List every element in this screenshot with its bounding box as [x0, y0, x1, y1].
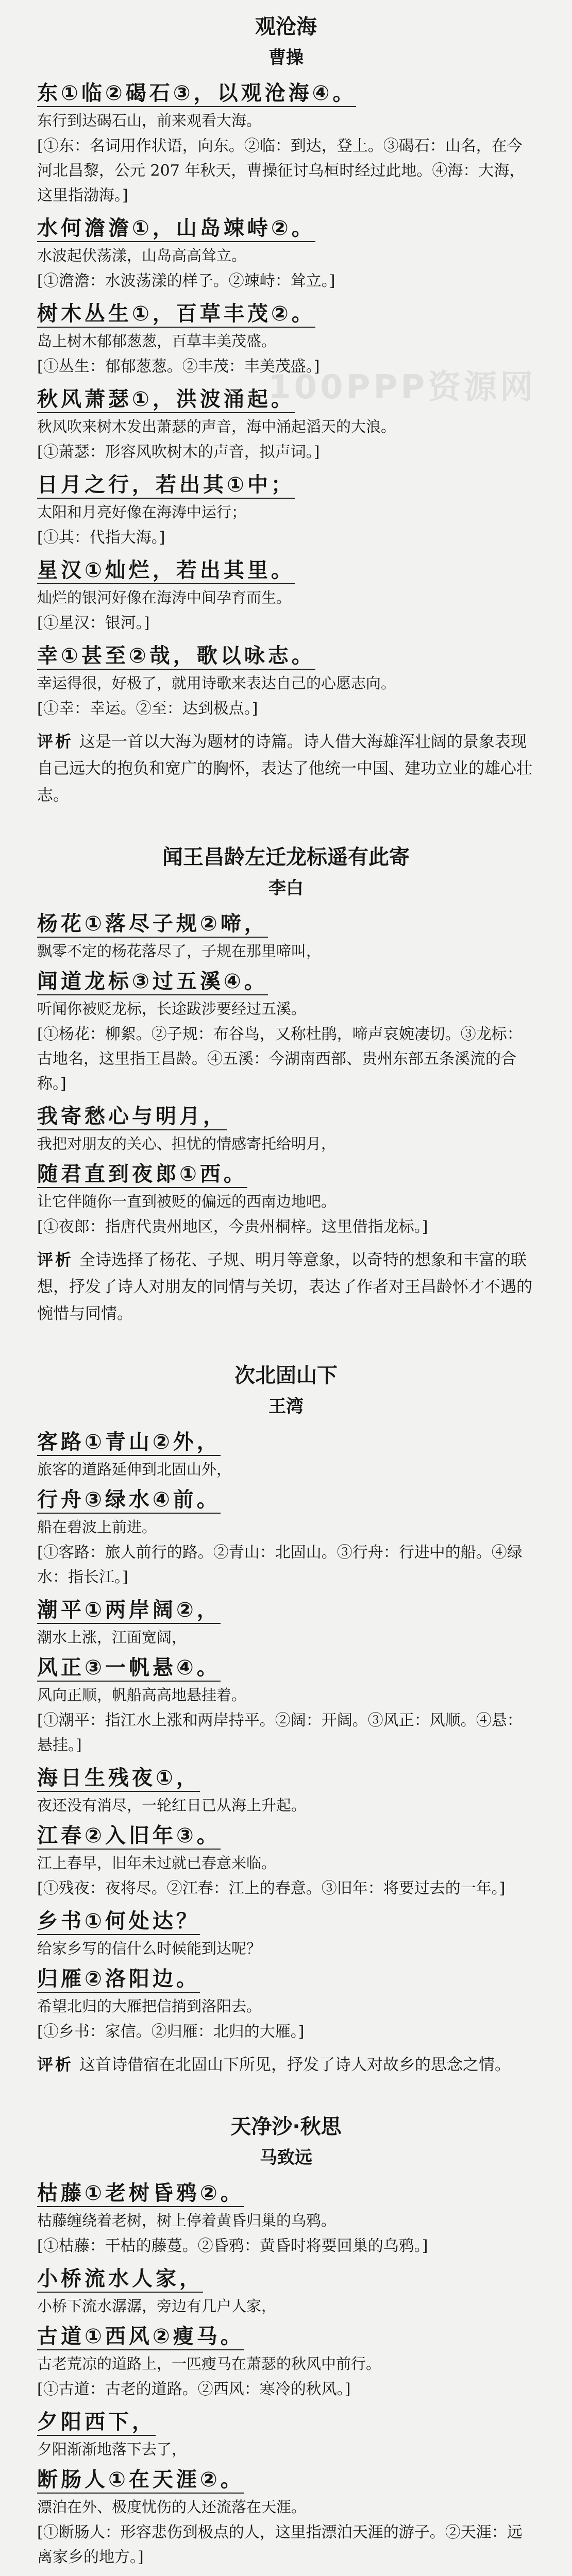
poem-line: 古道①西风②瘦马。: [37, 2320, 535, 2352]
annotation-note: [①东：名词用作状语，向东。②临：到达，登上。③碣石：山名，在今河北昌黎，公元 207 年秋天，曹操征讨乌桓时经过此地。④海：大海，这里指渤海。]: [37, 137, 525, 205]
annotation-note: [①澹澹：水波荡漾的样子。②竦峙：耸立。]: [37, 272, 335, 290]
line-translation: 风向正顺，帆船高高地悬挂着。: [37, 1686, 247, 1704]
analysis-label: 评析: [37, 733, 73, 751]
poem-section: [37, 10, 535, 841]
line-translation: 旅客的道路延伸到北固山外，: [37, 1461, 232, 1478]
poem-line: 秋风萧瑟①，洪波涌起。: [37, 383, 535, 415]
analysis-text: 这首诗借宿在北固山下所见，抒发了诗人对故乡的思念之情。: [79, 2056, 511, 2074]
poem-section: [37, 2110, 535, 2576]
annotation-note: [①萧瑟：形容风吹树木的声音，拟声词。]: [37, 443, 320, 461]
poem-line: 幸①甚至②哉，歌以咏志。: [37, 640, 535, 672]
analysis-text: 这是一首以大海为题材的诗篇。诗人借大海雄浑壮阔的景象表现自己远大的抱负和宽广的胸怀，表达了他统一中国、建功立业的雄心壮志。: [37, 733, 532, 805]
line-translation: 东行到达碣石山，前来观看大海。: [37, 112, 262, 129]
line-translation: 幸运得很，好极了，就用诗歌来表达自己的心愿志向。: [37, 674, 396, 692]
poem-line: 杨花①落尽子规②啼，: [37, 908, 535, 940]
line-translation: 江上春早，旧年未过就已春意来临。: [37, 1854, 277, 1872]
poem-line: 风正③一帆悬④。: [37, 1652, 535, 1684]
analysis-label: 评析: [37, 2056, 73, 2074]
annotation-note: [①丛生：郁郁葱葱。②丰茂：丰美茂盛。]: [37, 358, 320, 376]
poem-line: 水何澹澹①，山岛竦峙②。: [37, 212, 535, 244]
section-gap: [37, 2090, 535, 2110]
poem-line: 潮平①两岸阔②，: [37, 1594, 535, 1626]
analysis-label: 评析: [37, 1251, 73, 1269]
poem-title: 次北固山下: [234, 1364, 338, 1387]
annotation-note: [①幸：幸运。②至：达到极点。]: [37, 700, 258, 718]
annotation-note: [①夜郎：指唐代贵州地区，今贵州桐梓。这里借指龙标。]: [37, 1218, 428, 1236]
poem-line: 东①临②碣石③，以观沧海④。: [37, 77, 535, 109]
poem-author: 马致远: [260, 2147, 312, 2168]
watermark: 100PPP资源网: [268, 368, 536, 406]
annotation-note: [①其：代指大海。]: [37, 529, 165, 547]
poem-line: 海日生残夜①，: [37, 1762, 535, 1794]
line-translation: 听闻你被贬龙标，长途跋涉要经过五溪。: [37, 1000, 307, 1018]
annotation-note: [①乡书：家信。②归雁：北归的大雁。]: [37, 2023, 305, 2041]
poem-line: 江春②入旧年③。: [37, 1820, 535, 1852]
line-translation: 希望北归的大雁把信捎到洛阳去。: [37, 1997, 262, 2015]
analysis-paragraph: [37, 1247, 535, 1327]
poem-line: 乡书①何处达？: [37, 1905, 535, 1937]
line-translation: 秋风吹来树木发出萧瑟的声音，海中涌起滔天的大浪。: [37, 418, 396, 435]
poem-author: 曹操: [268, 47, 304, 68]
analysis-paragraph: [37, 728, 535, 809]
line-translation: 夕阳渐渐地落下去了，: [37, 2441, 187, 2458]
poem-line: 断肠人①在天涯②。: [37, 2464, 535, 2496]
poem-line: 星汉①灿烂，若出其里。: [37, 554, 535, 586]
poem-line: 日月之行，若出其①中；: [37, 469, 535, 501]
line-translation: 夜还没有消尽，一轮红日已从海上升起。: [37, 1797, 307, 1814]
poem-line: 树木丛生①，百草丰茂②。: [37, 298, 535, 330]
poem-line: 我寄愁心与明月，: [37, 1100, 535, 1132]
section-gap: [37, 820, 535, 841]
line-translation: 水波起伏荡漾，山岛高高耸立。: [37, 247, 247, 264]
poem-line: 随君直到夜郎①西。: [37, 1158, 535, 1190]
poem-author: 李白: [268, 878, 304, 899]
annotation-note: [①残夜：夜将尽。②江春：江上的春意。③旧年：将要过去的一年。]: [37, 1879, 506, 1897]
content: [37, 10, 535, 2576]
poem-section: [37, 1359, 535, 2110]
poem-line: 闻道龙标③过五溪④。: [37, 965, 535, 997]
poem-line: 小桥流水人家，: [37, 2263, 535, 2295]
line-translation: 船在碧波上前进。: [37, 1518, 157, 1536]
analysis-paragraph: [37, 2052, 535, 2078]
poem-author: 王湾: [268, 1396, 304, 1417]
annotation-note: [①客路：旅人前行的路。②青山：北固山。③行舟：行进中的船。④绿水：指长江。]: [37, 1544, 523, 1586]
poem-section: [37, 841, 535, 1359]
line-translation: 潮水上涨，江面宽阔，: [37, 1629, 187, 1646]
line-translation: 给家乡写的信什么时候能到达呢？: [37, 1940, 262, 1957]
poem-line: 行舟③绿水④前。: [37, 1484, 535, 1516]
line-translation: 古老荒凉的道路上，一匹瘦马在萧瑟的秋风中前行。: [37, 2355, 381, 2372]
line-translation: 我把对朋友的关心、担忧的情感寄托给明月，: [37, 1135, 337, 1153]
line-translation: 岛上树木郁郁葱葱，百草丰美茂盛。: [37, 332, 277, 350]
poem-title: 闻王昌龄左迁龙标遥有此寄: [162, 845, 410, 869]
poem-title: 观沧海: [255, 15, 317, 39]
line-translation: 飘零不定的杨花落尽了，子规在那里啼叫，: [37, 942, 322, 960]
annotation-note: [①断肠人：形容悲伤到极点的人，这里指漂泊天涯的游子。②天涯：远离家乡的地方。]: [37, 2523, 523, 2566]
poem-line: 客路①青山②外，: [37, 1426, 535, 1458]
line-translation: 漂泊在外、极度忧伤的人还流落在天涯。: [37, 2498, 307, 2516]
line-translation: 枯藤缠绕着老树，树上停着黄昏归巢的乌鸦。: [37, 2212, 337, 2229]
poem-title: 天净沙·秋思: [230, 2115, 342, 2139]
annotation-note: [①古道：古老的道路。②西风：寒冷的秋风。]: [37, 2380, 351, 2398]
poem-line: 夕阳西下，: [37, 2406, 535, 2438]
annotation-note: [①星汉：银河。]: [37, 614, 150, 632]
analysis-text: 全诗选择了杨花、子规、明月等意象，以奇特的想象和丰富的联想，抒发了诗人对朋友的同情与关切，表达了作者对王昌龄怀才不遇的惋惜与同情。: [37, 1251, 532, 1323]
line-translation: 让它伴随你一直到被贬的偏远的西南边地吧。: [37, 1193, 337, 1210]
annotation-note: [①枯藤：干枯的藤蔓。②昏鸦：黄昏时将要回巢的乌鸦。]: [37, 2237, 428, 2255]
annotation-note: [①杨花：柳絮。②子规：布谷鸟，又称杜鹃，啼声哀婉凄切。③龙标：古地名，这里指王昌龄。④五溪：今湖南西部、贵州东部五条溪流的合称。]: [37, 1025, 523, 1093]
line-translation: 灿烂的银河好像在海涛中间孕育而生。: [37, 589, 292, 606]
section-gap: [37, 1338, 535, 1359]
poem-line: 归雁②洛阳边。: [37, 1963, 535, 1995]
poem-line: 枯藤①老树昏鸦②。: [37, 2177, 535, 2209]
line-translation: 太阳和月亮好像在海涛中运行；: [37, 503, 247, 521]
annotation-note: [①潮平：指江水上涨和两岸持平。②阔：开阔。③风正：风顺。④悬：悬挂。]: [37, 1711, 523, 1754]
line-translation: 小桥下流水潺潺，旁边有几户人家，: [37, 2297, 277, 2315]
